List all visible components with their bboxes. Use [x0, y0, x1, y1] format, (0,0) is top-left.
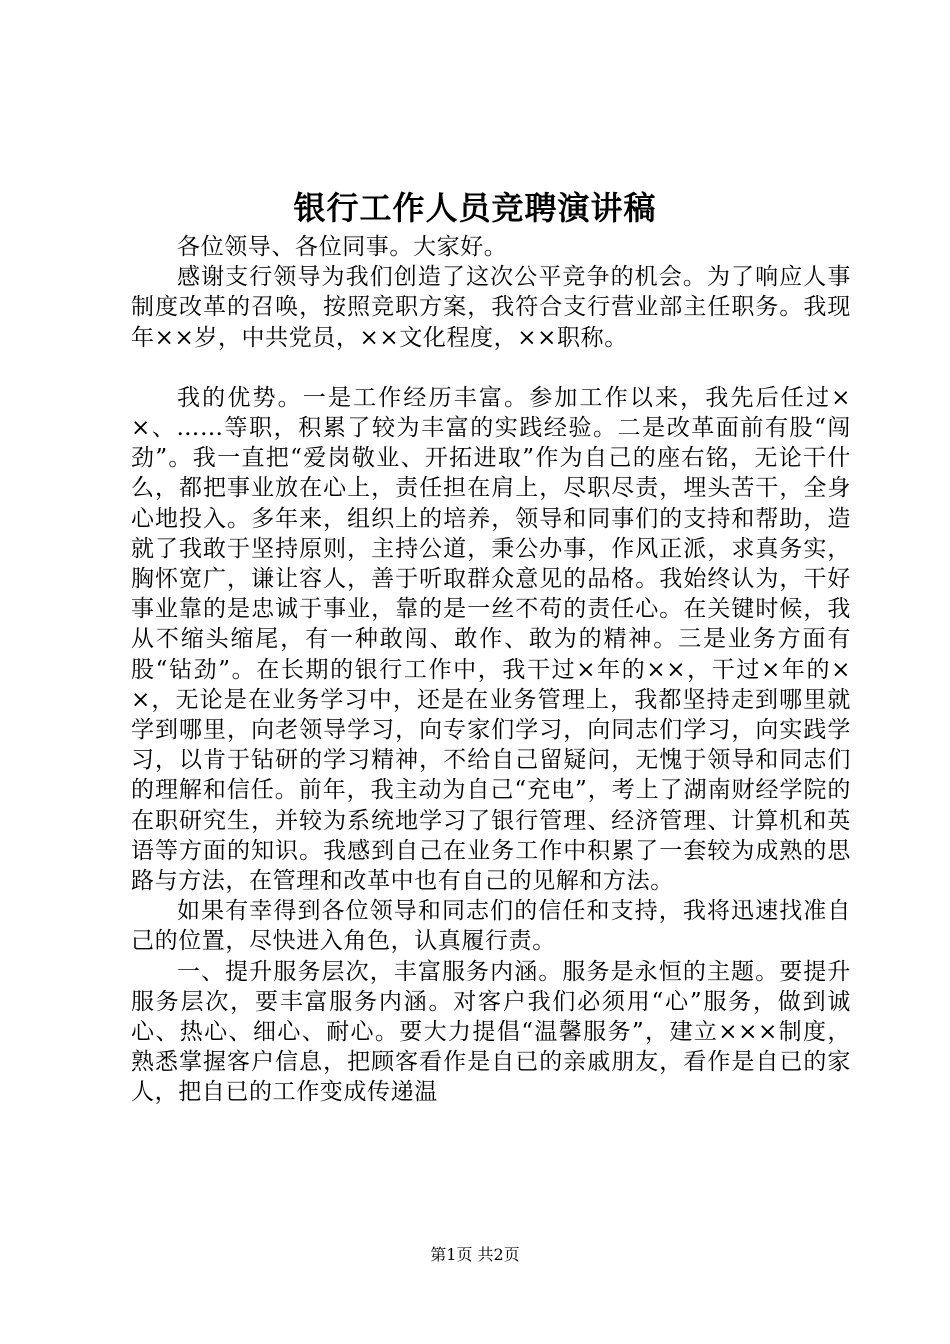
paragraph-strengths: 我的优势。一是工作经历丰富。参加工作以来，我先后任过××、……等职，积累了较为丰富的实践经验。二是改革面前有股“闯劲”。我一直把“爱岗敬业、开拓进取”作为自己的座右铭，无论干什么，都把事业放在心上，责任担在肩上，尽职尽责，埋头苦干，全身心地投入。多年来，组织上的培养，领导和同事们的支持和帮助，造就了我敢于坚持原则，主持公道，秉公办事，作风正派，求真务实，胸怀宽广，谦让容人，善于听取群众意见的品格。我始终认为，干好事业靠的是忠诚于事业，靠的是一丝不苟的责任心。在关键时候，我从不缩头缩尾，有一种敢闯、敢作、敢为的精神。三是业务方面有股“钻劲”。在长期的银行工作中，我干过×年的××，干过×年的××，无论是在业务学习中，还是在业务管理上，我都坚持走到哪里就学到哪里，向老领导学习，向专家们学习，向同志们学习，向实践学习，以肯于钻研的学习精神，不给自己留疑问，无愧于领导和同志们的理解和信任。前年，我主动为自己“充电”，考上了湖南财经学院的在职研究生，并较为系统地学习了银行管理、经济管理、计算机和英语等方面的知识。我感到自己在业务工作中积累了一套较为成熟的思路与方法，在管理和改革中也有自己的见解和方法。 — [131, 384, 851, 895]
paragraph-service-plan: 一、提升服务层次，丰富服务内涵。服务是永恒的主题。要提升服务层次，要丰富服务内涵。对客户我们必须用“心”服务，做到诚心、热心、细心、耐心。要大力提倡“温馨服务”，建立×××制度，熟悉掌握客户信息，把顾客看作是自已的亲戚朋友，看作是自已的家人，把自已的工作变成传递温 — [131, 958, 851, 1106]
paragraph-spacer — [131, 353, 851, 383]
paragraph-greeting: 各位领导、各位同事。大家好。 — [177, 234, 508, 260]
paragraph-introduction: 感谢支行领导为我们创造了这次公平竞争的机会。为了响应人事制度改革的召唤，按照竞职方案，我符合支行营业部主任职务。我现年××岁，中共党员，××文化程度，××职称。 — [131, 264, 851, 351]
document-title: 银行工作人员竞聘演讲稿 — [293, 189, 657, 227]
document-body — [131, 232, 851, 1108]
paragraph-commitment: 如果有幸得到各位领导和同志们的信任和支持，我将迅速找准自己的位置，尽快进入角色，认真履行责。 — [131, 898, 851, 955]
page-number-footer: 第1页 共2页 — [430, 1245, 520, 1264]
